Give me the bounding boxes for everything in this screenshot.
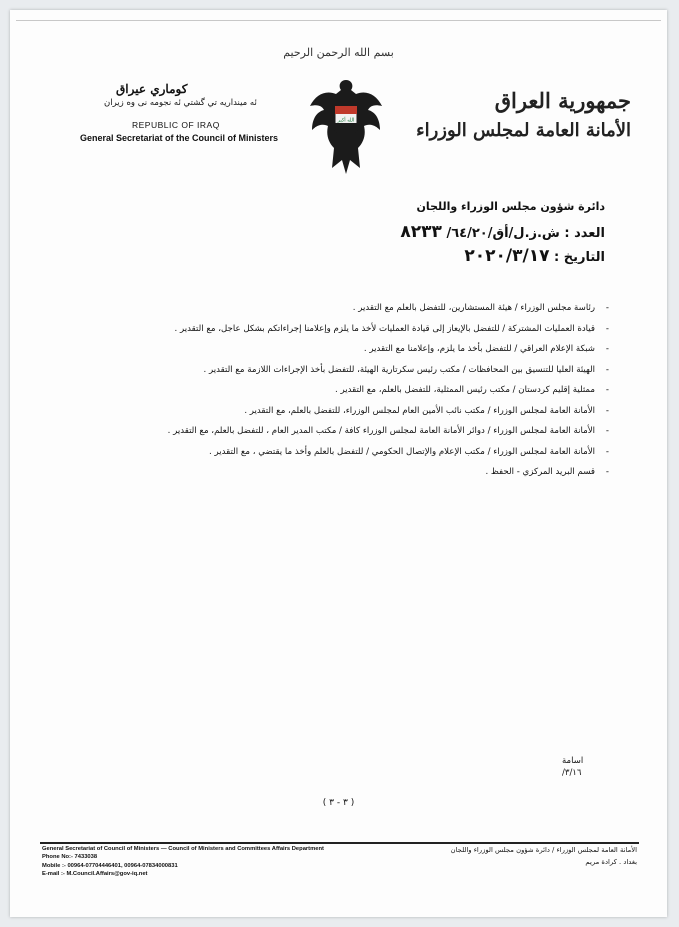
list-item: -الأمانة العامة لمجلس الوزراء / مكتب الإعلام والإتصال الحكومي / للتفضل بالعلم وأخذ ما يقتضي ، مع التقدير . — [209, 446, 609, 457]
number-handwritten: ٨٢٣٣ — [400, 222, 442, 242]
republic-title-ar: جمهورية العراق — [494, 88, 631, 113]
footer-phone: Phone No:- 7433038 — [42, 854, 98, 861]
kurdish-republic-title: كوماري عيراق — [116, 82, 188, 96]
top-divider — [16, 20, 661, 21]
secretariat-title-ar: الأمانة العامة لمجلس الوزراء — [416, 120, 631, 141]
list-item: -الأمانة العامة لمجلس الوزراء / مكتب نائب الأمين العام لمجلس الوزراء، للتفضل بالعلم، مع التقدير . — [244, 405, 609, 416]
document-page — [10, 10, 667, 917]
list-item: -قسم البريد المركزي - الحفظ . — [485, 467, 609, 477]
footer-department-en: General Secretariat of Council of Ministers — Council of Ministers and Committees Affairs Department — [42, 846, 324, 852]
date-label: التاريخ : — [554, 250, 605, 265]
department-title: دائرة شؤون مجلس الوزراء واللجان — [416, 200, 605, 213]
republic-title-en: REPUBLIC OF IRAQ — [132, 120, 220, 130]
list-item: -قيادة العمليات المشتركة / للتفضل بالإيعاز إلى قيادة العمليات لأخذ ما يلزم وإعلامنا إجراءاتكم بشكل عاجل، مع التقدير . — [174, 323, 609, 334]
reference-number — [400, 222, 605, 242]
date-value: ٢٠٢٠/٣/١٧ — [464, 246, 550, 266]
list-item: -الأمانة العامة لمجلس الوزراء / دوائر الأمانة العامة لمجلس الوزراء كافة / مكتب المدير العام ، للتفضل بالعلم، مع التقدير . — [167, 426, 609, 436]
footer-email: E-mail :- M.Council.Affairs@gov-iq.net — [42, 871, 148, 878]
footer-address-ar: بغداد . كرادة مريم — [585, 858, 637, 866]
page-number: ( ٣ - ٣ ) — [322, 798, 355, 808]
footer-mobile: Mobile :- 00964-07704446401, 00964-07834000831 — [42, 862, 178, 869]
footer-contact-ar — [451, 844, 637, 868]
iraq-eagle-emblem-icon — [308, 76, 384, 178]
signer-name: اسامة — [562, 756, 584, 766]
reference-date — [464, 246, 605, 266]
distribution-list — [100, 298, 609, 483]
secretariat-title-en: General Secretariat of the Council of Ministers — [80, 133, 279, 143]
list-item: -رئاسة مجلس الوزراء / هيئة المستشارين، للتفضل بالعلم مع التقدير . — [352, 303, 609, 313]
signature-date: ٣/١٦/ — [562, 768, 582, 778]
footer-department-ar: الأمانة العامة لمجلس الوزراء / دائرة شؤون مجلس الوزراء واللجان — [450, 846, 637, 854]
number-value: ش.ز.ل/أق/٦٤/٢٠/ — [446, 226, 560, 241]
list-item: -ممثلية إقليم كردستان / مكتب رئيس الممثلية، للتفضل بالعلم، مع التقدير . — [335, 385, 609, 395]
basmala: بسم الله الرحمن الرحيم — [283, 46, 394, 59]
number-label: العدد : — [564, 226, 605, 241]
list-item: -شبكة الإعلام العراقي / للتفضل بأخذ ما يلزم، وإعلامنا مع التقدير . — [363, 344, 609, 354]
footer-contact-en — [42, 845, 324, 879]
kurdish-secretariat-title: ئه مينداريه تي گشتي ئه نجومه نى وه زيران — [104, 98, 257, 108]
emblem-inscription: الله أكبر — [337, 117, 355, 124]
list-item: -الهيئة العليا للتنسيق بين المحافظات / مكتب رئيس سكرتارية الهيئة، للتفضل بأخذ الإجراءات اللازمة مع التقدير . — [203, 364, 609, 375]
